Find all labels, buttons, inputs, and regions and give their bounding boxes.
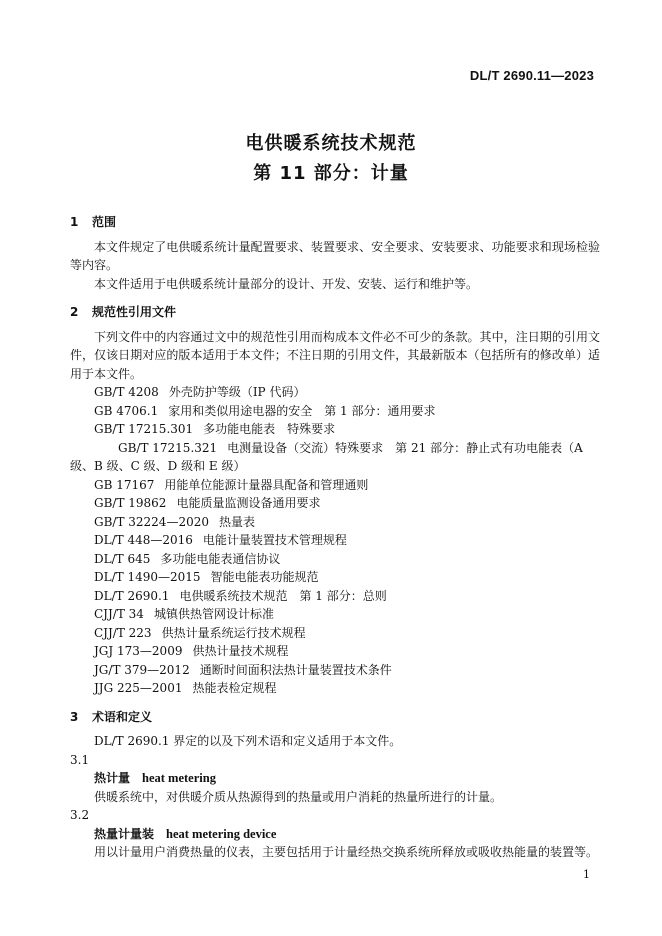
reference-title: 通断时间面积法热计量装置技术条件 [199,662,392,677]
reference-code: DL/T 2690.1 [94,588,170,603]
reference-code: CJJ/T 34 [94,607,144,621]
document-subtitle: 第 11 部分：计量 [253,163,409,184]
term-english: heat metering [142,771,216,785]
reference-title: 电能质量监测设备通用要求 [176,496,321,510]
reference-title: 家用和类似用途电器的安全 第 1 部分：通用要求 [168,403,436,418]
section-title: 术语和定义 [92,709,153,724]
reference-item [70,402,600,421]
paragraph: 本文件适用于电供暖系统计量部分的设计、开发、安装、运行和维护等。 [94,276,479,291]
term-definition: 用以计量用户消费热量的仪表，主要包括用于计量经热交换系统所释放或吸收热能量的装置等。 [94,845,599,859]
reference-item [70,420,600,439]
section-title: 范围 [92,215,117,229]
section-number: 2 [70,305,79,319]
reference-title: 智能电能表功能规范 [210,570,319,584]
standard-code: DL/T 2690.11—2023 [469,68,594,83]
reference-code: GB/T 4208 [94,385,159,399]
section-heading-scope [70,213,600,232]
paragraph: 下列文件中的内容通过文中的规范性引用而构成本文件必不可少的条款。其中，注日期的引用文件，仅该日期对应的版本适用于本文件；不注日期的引用文件，其最新版本（包括所有的修改单）适用于本文件。 [70,329,600,381]
reference-code: DL/T 448—2016 [94,533,193,547]
term-chinese: 热量计量装 [94,826,155,841]
paragraph: 本文件规定了电供暖系统计量配置要求、装置要求、安全要求、安装要求、功能要求和现场检验等内容。 [70,239,600,272]
reference-item [70,661,600,680]
term-heading [70,769,600,788]
term-chinese: 热计量 [94,771,131,785]
reference-item [70,587,600,606]
reference-title: 热能表检定规程 [192,681,277,695]
section-heading-normative-references [70,303,600,322]
reference-code: GB/T 17215.301 [94,422,194,436]
reference-title: 用能单位能源计量器具配备和管理通则 [164,477,369,492]
reference-title: 电测量设备（交流）特殊要求 第 21 部分：静止式有功电能表（A 级、B 级、C 级、D 级和 E 级） [70,440,583,473]
reference-title: 多功能电能表 特殊要求 [203,422,336,436]
document-title: 电供暖系统技术规范 [245,133,417,154]
reference-code: JG/T 379—2012 [94,662,190,677]
reference-code: GB/T 32224—2020 [94,514,209,529]
reference-code: JJG 225—2001 [94,681,183,695]
reference-code: DL/T 645 [94,551,151,566]
reference-code: JGJ 173—2009 [94,644,183,658]
reference-item [70,383,600,402]
term-number: 3.1 [70,752,90,767]
section-number: 3 [70,709,79,724]
section-heading-terms [70,708,600,727]
reference-code: GB/T 19862 [94,496,167,510]
reference-item [70,439,600,476]
reference-item [70,494,600,513]
term-heading [70,825,600,844]
reference-code: DL/T 1490—2015 [94,570,201,584]
reference-title: 多功能电能表通信协议 [160,551,281,566]
reference-list [70,383,600,698]
reference-item [70,642,600,661]
document-body [70,213,600,862]
reference-item [70,624,600,643]
reference-title: 电供暖系统技术规范 第 1 部分：总则 [179,588,387,603]
page-number: 1 [583,868,590,881]
reference-item [70,550,600,569]
reference-item [70,605,600,624]
reference-code: GB/T 17215.321 [118,440,218,455]
term-number: 3.2 [70,808,90,822]
term-english: heat metering device [166,826,277,841]
reference-item [70,513,600,532]
reference-item [70,531,600,550]
reference-title: 热量表 [218,514,255,529]
section-number: 1 [70,215,79,229]
reference-code: CJJ/T 223 [94,625,152,640]
reference-title: 城镇供热管网设计标准 [153,607,274,621]
reference-title: 外壳防护等级（IP 代码） [168,385,306,399]
section-title: 规范性引用文件 [92,305,177,319]
reference-code: GB 17167 [94,477,155,492]
reference-title: 供热计量系统运行技术规程 [161,625,306,640]
term-definition: 供暖系统中，对供暖介质从热源得到的热量或用户消耗的热量所进行的计量。 [94,789,503,804]
reference-item [70,679,600,698]
reference-code: GB 4706.1 [94,403,159,418]
reference-title: 电能计量装置技术管理规程 [202,533,347,547]
reference-item [70,568,600,587]
reference-title: 供热计量技术规程 [192,644,289,658]
reference-item [70,476,600,495]
paragraph: DL/T 2690.1 界定的以及下列术语和定义适用于本文件。 [94,734,402,748]
